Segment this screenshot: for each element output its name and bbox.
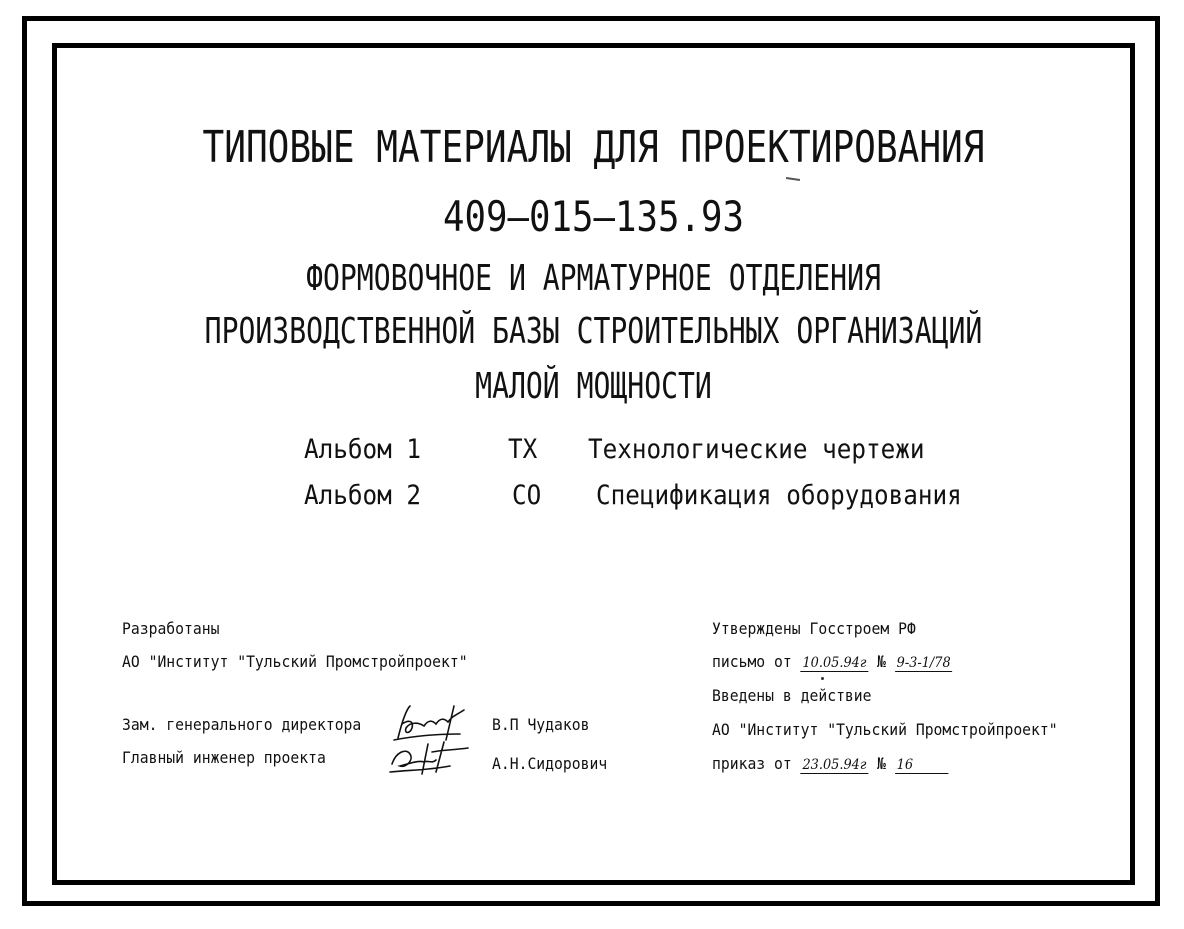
signer-1-name: В.П Чудаков — [492, 715, 590, 734]
introduced-label: Введены в действие — [712, 686, 872, 705]
stray-dot — [821, 677, 824, 680]
letter-line — [712, 652, 952, 672]
signer-1-role: Зам. генерального директора — [122, 715, 362, 734]
order-no-prefix: № — [877, 754, 886, 773]
subtitle-line-1: ФОРМОВОЧНОЕ И АРМАТУРНОЕ ОТДЕЛЕНИЯ — [306, 258, 881, 299]
album-1-code: ТХ — [508, 434, 538, 465]
order-line — [712, 754, 948, 774]
approved-org: АО "Институт "Тульский Промстройпроект" — [712, 720, 1058, 739]
letter-date: 10.05.94г — [802, 655, 867, 671]
order-date: 23.05.94г — [802, 757, 867, 773]
album-1-desc: Технологические чертежи — [588, 434, 925, 465]
subtitle-line-2: ПРОИЗВОДСТВЕННОЙ БАЗЫ СТРОИТЕЛЬНЫХ ОРГАНИЗАЦИЙ — [204, 311, 983, 352]
order-number: 16 — [895, 757, 948, 774]
document-code: 409–015–135.93 — [443, 192, 744, 241]
signature-sidorovich — [384, 738, 480, 778]
subtitle-line-3: МАЛОЙ МОЩНОСТИ — [475, 366, 712, 407]
album-1-name: Альбом 1 — [304, 434, 422, 465]
developed-org: АО "Институт "Тульский Промстройпроект" — [122, 652, 468, 671]
letter-prefix: письмо от — [712, 652, 792, 671]
signer-2-role: Главный инженер проекта — [122, 748, 326, 767]
letter-no-prefix: № — [877, 652, 886, 671]
order-prefix: приказ от — [712, 754, 792, 773]
developed-label: Разработаны — [122, 619, 220, 638]
album-2-name: Альбом 2 — [304, 480, 422, 511]
album-2-code: СО — [512, 480, 542, 511]
approved-label: Утверждены Госстроем РФ — [712, 619, 916, 638]
signer-2-name: А.Н.Сидорович — [492, 754, 608, 773]
letter-number: 9-3-1/78 — [896, 655, 951, 671]
document-title: ТИПОВЫЕ МАТЕРИАЛЫ ДЛЯ ПРОЕКТИРОВАНИЯ — [202, 122, 985, 173]
album-2-desc: Спецификация оборудования — [596, 480, 962, 511]
